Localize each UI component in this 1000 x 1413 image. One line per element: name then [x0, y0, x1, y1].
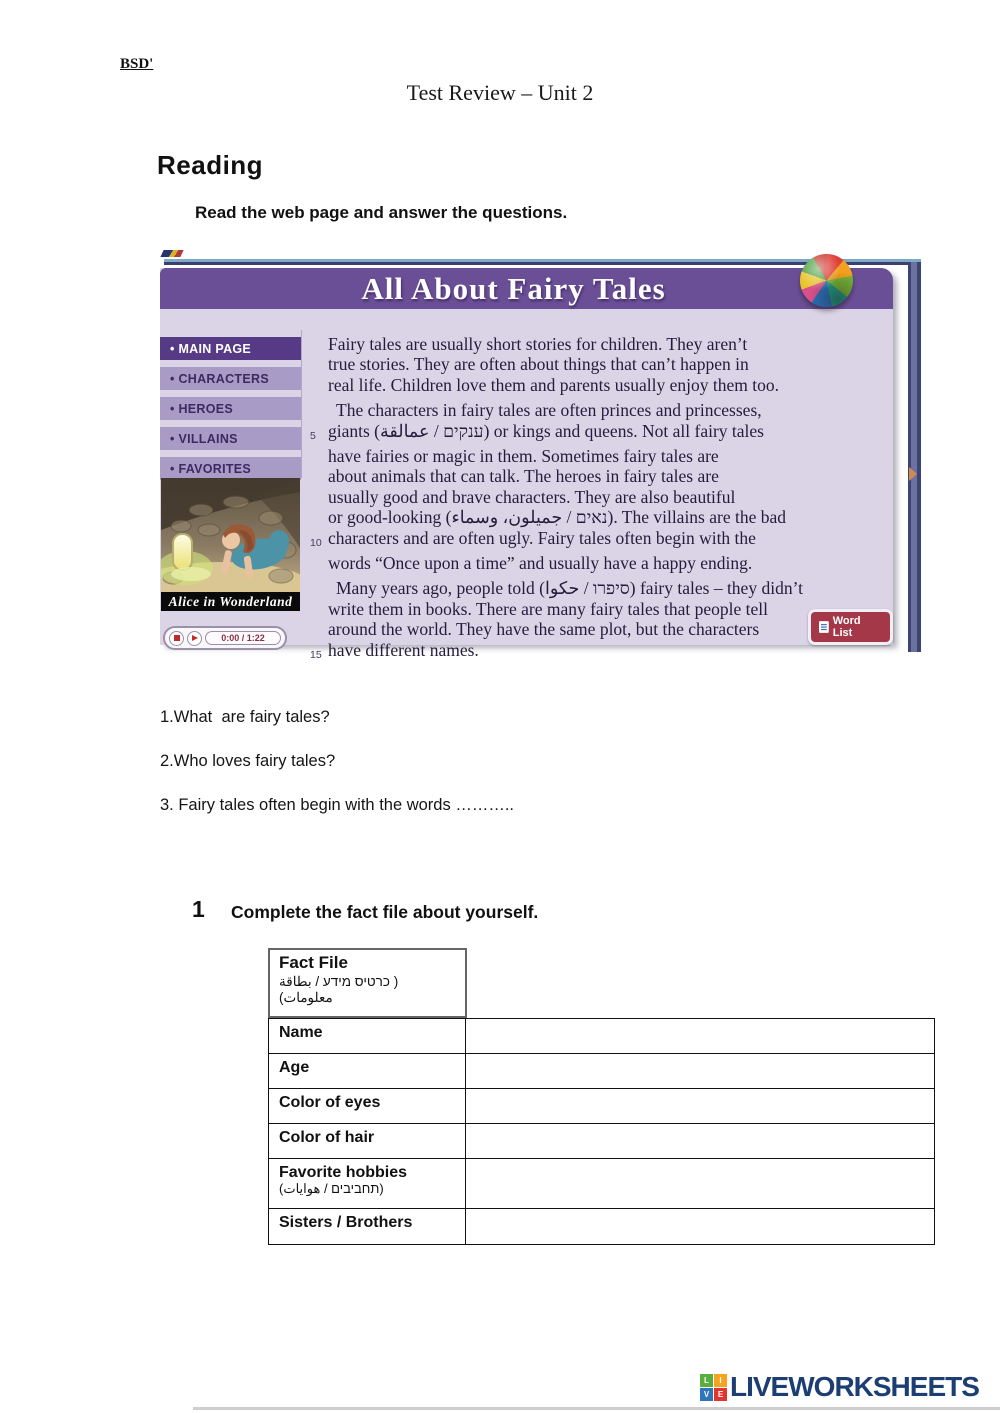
- table-row: [269, 1054, 934, 1089]
- line-number: [310, 354, 328, 374]
- fact-file-subtitle: כרטיס מידע / بطاقة ): [279, 974, 399, 989]
- fact-file-blank-hair[interactable]: [466, 1124, 934, 1158]
- row-label-eyes: Color of eyes: [279, 1094, 381, 1111]
- scrollbar[interactable]: [908, 262, 921, 652]
- line-number: [310, 334, 328, 354]
- passage-line: 15 have different names.: [310, 640, 888, 665]
- reading-heading: Reading: [157, 150, 264, 180]
- fact-file-blank-name[interactable]: [466, 1019, 934, 1053]
- sidebar-item-main-page[interactable]: • MAIN PAGE: [160, 337, 301, 360]
- fact-file-blank-hobbies[interactable]: [466, 1159, 934, 1208]
- webpage-panel: [160, 268, 893, 661]
- line-number: [310, 487, 328, 507]
- fact-file-subtitle: (معلومات: [279, 990, 333, 1005]
- sidebar-item-villains[interactable]: • VILLAINS: [160, 427, 301, 450]
- fact-file-header-cell: [268, 948, 467, 1018]
- liveworksheets-logo: [700, 1371, 979, 1403]
- passage-line: Fairy tales are usually short stories for children. They aren’t: [310, 334, 888, 354]
- passage-line: or good-looking (נאים / جميلون، وسماء). The villains are the bad: [310, 507, 888, 527]
- line-number: [310, 400, 328, 420]
- table-row: [269, 1209, 934, 1244]
- sidebar-item-favorites[interactable]: • FAVORITES: [160, 457, 301, 480]
- sidebar-divider: [301, 330, 302, 478]
- webpage-header: [160, 268, 893, 309]
- exercise-instruction: Complete the fact file about yourself.: [231, 902, 539, 922]
- row-label-hobbies: Favorite hobbies: [279, 1164, 408, 1181]
- webpage-title: All About Fairy Tales: [361, 270, 666, 306]
- play-button[interactable]: [187, 631, 202, 646]
- globe-icon: [800, 254, 853, 307]
- table-row: [269, 1019, 934, 1054]
- photo-caption: Alice in Wonderland: [161, 592, 300, 611]
- line-number: 5: [310, 429, 316, 442]
- reading-passage: [310, 334, 888, 665]
- passage-line: words “Once upon a time” and usually have a happy ending.: [310, 553, 888, 573]
- fact-file-blank-siblings[interactable]: [466, 1209, 934, 1244]
- word-list-button[interactable]: [808, 609, 893, 645]
- sidebar-item-heroes[interactable]: • HEROES: [160, 397, 301, 420]
- liveworksheets-brand: LIVEWORKSHEETS: [730, 1371, 979, 1402]
- liveworksheets-icon: L I V E: [700, 1374, 727, 1401]
- alice-photo: [161, 478, 300, 611]
- passage-line: around the world. They have the same plot, but the characters: [310, 619, 888, 639]
- table-row: [269, 1124, 934, 1159]
- line-number: 15: [310, 648, 322, 661]
- fact-file-title: Fact File: [279, 953, 348, 972]
- player-time: 0:00 / 1:22: [205, 631, 281, 645]
- row-label-name: Name: [279, 1024, 323, 1041]
- fact-file-body: [268, 1018, 935, 1245]
- alice-photo-art: [161, 478, 300, 592]
- scroll-arrow-icon[interactable]: [909, 467, 917, 481]
- line-number: [310, 599, 328, 619]
- question-2: 2.Who loves fairy tales?: [160, 752, 336, 770]
- browser-mini-icon: [160, 250, 183, 257]
- line-number: [310, 507, 328, 527]
- document-title: Test Review – Unit 2: [406, 80, 594, 105]
- line-number: [310, 466, 328, 486]
- passage-line: 5 giants (ענקים / عمالقة) or kings and queens. Not all fairy tales: [310, 421, 888, 446]
- reading-instruction: Read the web page and answer the questions.: [195, 203, 568, 222]
- bsd-mark: BSD': [120, 56, 154, 72]
- line-number: [310, 446, 328, 466]
- table-row: [269, 1089, 934, 1124]
- row-note-hobbies: (תחביבים / هوايات): [279, 1181, 384, 1196]
- passage-line: about animals that can talk. The heroes in fairy tales are: [310, 466, 888, 486]
- word-list-label: Word List: [832, 615, 861, 639]
- word-list-icon: [819, 621, 829, 633]
- line-number: [310, 578, 328, 598]
- sidebar-item-characters[interactable]: • CHARACTERS: [160, 367, 301, 390]
- line-number: [310, 553, 328, 573]
- fact-file-blank-eyes[interactable]: [466, 1089, 934, 1123]
- passage-line: have fairies or magic in them. Sometimes fairy tales are: [310, 446, 888, 466]
- row-label-hair: Color of hair: [279, 1129, 375, 1146]
- cutoff-content-line: [193, 1407, 1000, 1410]
- passage-line: write them in books. There are many fairy tales that people tell: [310, 599, 888, 619]
- audio-player: [163, 626, 287, 650]
- passage-line: The characters in fairy tales are often princes and princesses,: [310, 400, 888, 420]
- line-number: 10: [310, 536, 322, 549]
- passage-line: 10 characters and are often ugly. Fairy tales often begin with the: [310, 528, 888, 553]
- question-3: 3. Fairy tales often begin with the words ………..: [160, 796, 514, 814]
- line-number: [310, 619, 328, 639]
- passage-line: real life. Children love them and parents usually enjoy them too.: [310, 375, 888, 395]
- table-row: [269, 1159, 934, 1209]
- play-icon: [192, 635, 198, 641]
- webpage-screenshot: [160, 248, 921, 661]
- row-label-siblings: Sisters / Brothers: [279, 1214, 413, 1231]
- webpage-sidebar: [160, 337, 301, 487]
- fact-file-blank-age[interactable]: [466, 1054, 934, 1088]
- row-label-age: Age: [279, 1059, 310, 1076]
- line-number: [310, 375, 328, 395]
- passage-line: true stories. They are often about things that can’t happen in: [310, 354, 888, 374]
- passage-line: Many years ago, people told (סיפרו / حكوا) fairy tales – they didn’t: [310, 578, 888, 598]
- stop-button[interactable]: [169, 631, 184, 646]
- exercise-number: 1: [192, 896, 205, 922]
- question-1: 1.What are fairy tales?: [160, 708, 330, 726]
- passage-line: usually good and brave characters. They are also beautiful: [310, 487, 888, 507]
- stop-icon: [174, 635, 180, 641]
